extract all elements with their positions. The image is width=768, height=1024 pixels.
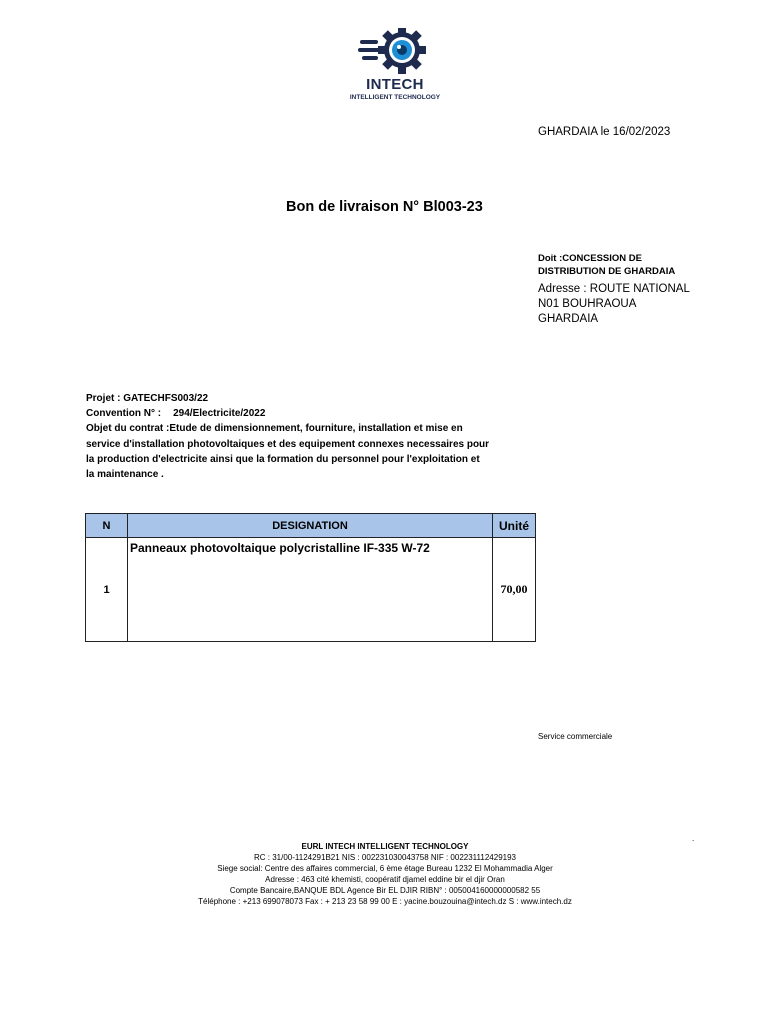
convention-label: Convention N° : <box>86 408 162 420</box>
row-designation: Panneaux photovoltaique polycristalline IF-335 W-72 <box>128 538 493 642</box>
header-unite: Unité <box>493 514 536 538</box>
header-designation: DESIGNATION <box>128 514 493 538</box>
project-info <box>86 391 496 482</box>
contract-object-line2: service d'installation photovoltaiques et des equipement connexes necessaires pour <box>86 438 490 450</box>
row-number: 1 <box>86 538 128 642</box>
service-signature: Service commerciale <box>538 732 613 741</box>
convention <box>86 406 496 421</box>
client-name-line1: Doit :CONCESSION DE <box>538 253 642 264</box>
table-row <box>86 538 536 642</box>
footer-line2: Siege social: Centre des affaires commercial, 6 ème étage Bureau 1232 El Mohammadia Alger <box>217 864 553 873</box>
client-block <box>538 252 708 327</box>
table-header-row <box>86 514 536 538</box>
client-name-line2: DISTRIBUTION DE GHARDAIA <box>538 266 676 277</box>
document-title: Bon de livraison N° Bl003-23 <box>286 199 483 215</box>
footer-line5: Téléphone : +213 699078073 Fax : + 213 23 58 99 00 E : yacine.bouzouina@intech.dz S : www.intech.dz <box>198 897 572 906</box>
convention-value: 294/Electricite/2022 <box>173 408 266 420</box>
footer-company: EURL INTECH INTELLIGENT TECHNOLOGY <box>301 842 469 851</box>
header-n: N <box>86 514 128 538</box>
company-logo <box>340 24 450 108</box>
contract-object-line3: la production d'electricite ainsi que la formation du personnel pour l'exploitation et <box>86 453 480 465</box>
row-unite: 70,00 <box>493 538 536 642</box>
stray-dot: . <box>692 834 695 843</box>
project-code: Projet : GATECHFS003/22 <box>86 393 209 404</box>
footer <box>100 841 670 907</box>
items-table <box>85 513 536 642</box>
client-address-line3: GHARDAIA <box>538 313 599 325</box>
client-address <box>538 282 708 327</box>
footer-line3: Adresse : 463 cité khemisti, coopératif djamel eddine bir el djir Oran <box>265 875 505 884</box>
client-address-line2: N01 BOUHRAOUA <box>538 298 637 310</box>
brand-name: INTECH <box>366 76 424 93</box>
gear-eye-icon <box>358 28 432 76</box>
brand-tagline: INTELLIGENT TECHNOLOGY <box>349 94 441 101</box>
footer-line4: Compte Bancaire,BANQUE BDL Agence Bir EL DJIR RIBN° : 005004160000000582 55 <box>229 886 541 895</box>
contract-object-line4: la maintenance . <box>86 469 164 481</box>
contract-object-line1: Objet du contrat :Etude de dimensionnement, fourniture, installation et mise en <box>86 423 463 435</box>
footer-line1: RC : 31/00-1124291B21 NIS : 002231030043758 NIF : 002231112429193 <box>254 853 516 862</box>
place-date: GHARDAIA le 16/02/2023 <box>538 126 671 138</box>
client-address-line1: Adresse : ROUTE NATIONAL <box>538 283 690 295</box>
